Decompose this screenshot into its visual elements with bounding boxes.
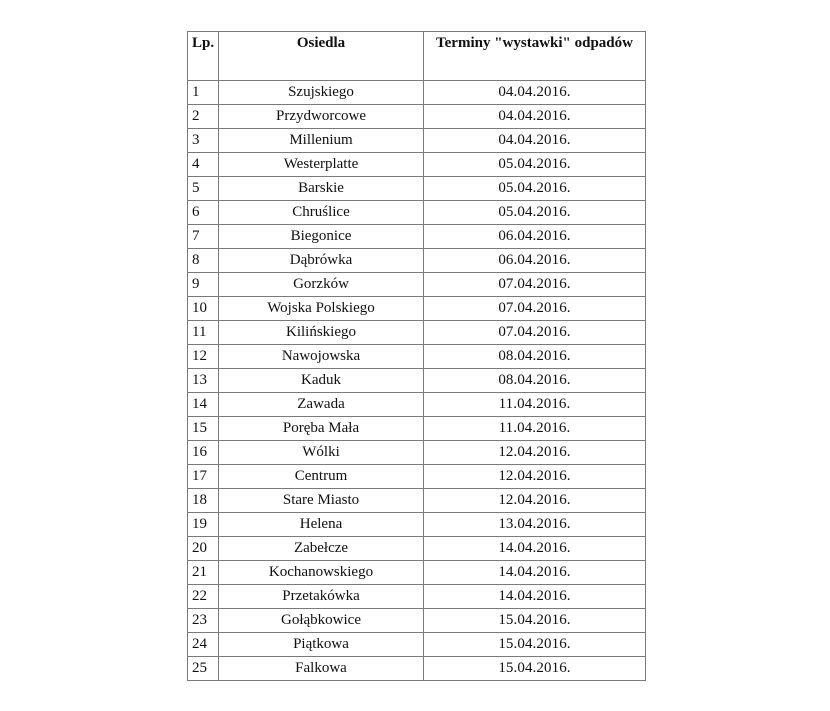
- collection-date-cell: 04.04.2016.: [424, 105, 646, 129]
- district-name-cell: Zabełcze: [219, 537, 424, 561]
- row-number-cell: 24: [188, 633, 219, 657]
- table-row: [188, 321, 646, 345]
- table-header: [188, 32, 646, 81]
- collection-date-cell: 15.04.2016.: [424, 609, 646, 633]
- row-number-cell: 11: [188, 321, 219, 345]
- district-name-cell: Biegonice: [219, 225, 424, 249]
- collection-date-cell: 11.04.2016.: [424, 417, 646, 441]
- collection-date-cell: 06.04.2016.: [424, 225, 646, 249]
- district-name-cell: Gołąbkowice: [219, 609, 424, 633]
- district-name-cell: Gorzków: [219, 273, 424, 297]
- district-name-cell: Wojska Polskiego: [219, 297, 424, 321]
- table-row: [188, 417, 646, 441]
- table-row: [188, 657, 646, 681]
- district-name-cell: Zawada: [219, 393, 424, 417]
- row-number-cell: 8: [188, 249, 219, 273]
- schedule-table: [187, 31, 646, 681]
- collection-date-cell: 05.04.2016.: [424, 201, 646, 225]
- district-name-cell: Nawojowska: [219, 345, 424, 369]
- row-number-cell: 3: [188, 129, 219, 153]
- table-row: [188, 441, 646, 465]
- collection-date-cell: 13.04.2016.: [424, 513, 646, 537]
- table-row: [188, 297, 646, 321]
- table-body: [188, 81, 646, 681]
- collection-date-cell: 12.04.2016.: [424, 441, 646, 465]
- header-terminy: Terminy "wystawki" odpadów: [424, 32, 646, 81]
- row-number-cell: 9: [188, 273, 219, 297]
- district-name-cell: Przydworcowe: [219, 105, 424, 129]
- collection-date-cell: 06.04.2016.: [424, 249, 646, 273]
- district-name-cell: Falkowa: [219, 657, 424, 681]
- table-row: [188, 489, 646, 513]
- row-number-cell: 18: [188, 489, 219, 513]
- row-number-cell: 4: [188, 153, 219, 177]
- table-row: [188, 225, 646, 249]
- table-row: [188, 393, 646, 417]
- district-name-cell: Kilińskiego: [219, 321, 424, 345]
- collection-date-cell: 05.04.2016.: [424, 177, 646, 201]
- district-name-cell: Piątkowa: [219, 633, 424, 657]
- collection-date-cell: 04.04.2016.: [424, 129, 646, 153]
- table-row: [188, 345, 646, 369]
- table-row: [188, 369, 646, 393]
- collection-date-cell: 15.04.2016.: [424, 657, 646, 681]
- row-number-cell: 21: [188, 561, 219, 585]
- district-name-cell: Wólki: [219, 441, 424, 465]
- row-number-cell: 14: [188, 393, 219, 417]
- district-name-cell: Kaduk: [219, 369, 424, 393]
- district-name-cell: Kochanowskiego: [219, 561, 424, 585]
- header-lp: Lp.: [188, 32, 219, 81]
- row-number-cell: 19: [188, 513, 219, 537]
- row-number-cell: 12: [188, 345, 219, 369]
- district-name-cell: Chruślice: [219, 201, 424, 225]
- table-row: [188, 201, 646, 225]
- district-name-cell: Westerplatte: [219, 153, 424, 177]
- collection-date-cell: 07.04.2016.: [424, 321, 646, 345]
- table-row: [188, 609, 646, 633]
- table-row: [188, 465, 646, 489]
- row-number-cell: 10: [188, 297, 219, 321]
- collection-date-cell: 12.04.2016.: [424, 465, 646, 489]
- district-name-cell: Centrum: [219, 465, 424, 489]
- row-number-cell: 25: [188, 657, 219, 681]
- district-name-cell: Millenium: [219, 129, 424, 153]
- header-osiedla: Osiedla: [219, 32, 424, 81]
- collection-date-cell: 07.04.2016.: [424, 273, 646, 297]
- collection-date-cell: 08.04.2016.: [424, 345, 646, 369]
- row-number-cell: 5: [188, 177, 219, 201]
- table-row: [188, 153, 646, 177]
- collection-date-cell: 04.04.2016.: [424, 81, 646, 105]
- row-number-cell: 2: [188, 105, 219, 129]
- header-row: [188, 32, 646, 81]
- row-number-cell: 23: [188, 609, 219, 633]
- table-row: [188, 273, 646, 297]
- table-row: [188, 81, 646, 105]
- district-name-cell: Barskie: [219, 177, 424, 201]
- collection-date-cell: 12.04.2016.: [424, 489, 646, 513]
- collection-date-cell: 14.04.2016.: [424, 585, 646, 609]
- table-row: [188, 249, 646, 273]
- collection-date-cell: 08.04.2016.: [424, 369, 646, 393]
- collection-date-cell: 05.04.2016.: [424, 153, 646, 177]
- district-name-cell: Przetakówka: [219, 585, 424, 609]
- collection-date-cell: 07.04.2016.: [424, 297, 646, 321]
- row-number-cell: 22: [188, 585, 219, 609]
- row-number-cell: 15: [188, 417, 219, 441]
- table-row: [188, 177, 646, 201]
- district-name-cell: Stare Miasto: [219, 489, 424, 513]
- row-number-cell: 13: [188, 369, 219, 393]
- row-number-cell: 1: [188, 81, 219, 105]
- district-name-cell: Szujskiego: [219, 81, 424, 105]
- table-row: [188, 561, 646, 585]
- table-row: [188, 585, 646, 609]
- table-row: [188, 633, 646, 657]
- district-name-cell: Dąbrówka: [219, 249, 424, 273]
- district-name-cell: Helena: [219, 513, 424, 537]
- row-number-cell: 16: [188, 441, 219, 465]
- district-name-cell: Poręba Mała: [219, 417, 424, 441]
- collection-date-cell: 14.04.2016.: [424, 561, 646, 585]
- table-row: [188, 537, 646, 561]
- row-number-cell: 20: [188, 537, 219, 561]
- collection-date-cell: 14.04.2016.: [424, 537, 646, 561]
- table-row: [188, 513, 646, 537]
- collection-date-cell: 15.04.2016.: [424, 633, 646, 657]
- row-number-cell: 7: [188, 225, 219, 249]
- table-row: [188, 105, 646, 129]
- row-number-cell: 6: [188, 201, 219, 225]
- collection-date-cell: 11.04.2016.: [424, 393, 646, 417]
- row-number-cell: 17: [188, 465, 219, 489]
- table-row: [188, 129, 646, 153]
